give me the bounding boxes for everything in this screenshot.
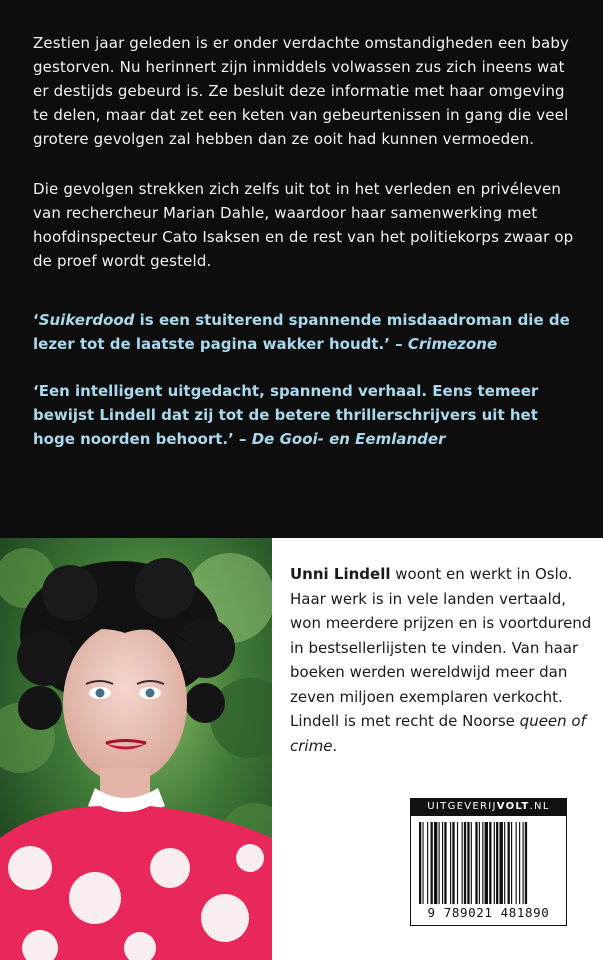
author-name: Unni Lindell xyxy=(290,565,391,583)
publisher-label xyxy=(410,798,567,815)
blurb-paragraph-2: Die gevolgen strekken zich zelfs uit tot in het verleden en privéleven van rechercheur Marian Dahle, waardoor haar samenwerking met hoofdinspecteur Cato Isaksen en de rest van het politiekorps zwaar op de proef wordt gesteld. xyxy=(33,180,574,270)
barcode-bar xyxy=(489,822,491,904)
publisher-brand: VOLT xyxy=(496,801,530,812)
quote-text: ‘Een intelligent uitgedacht, spannend verhaal. Eens temeer bewijst Lindell dat zij tot de betere thrillerschrijvers uit het hoge noorden behoort.’ – xyxy=(33,382,539,448)
barcode-bar xyxy=(422,822,423,904)
review-quote-gooi-eemlander xyxy=(33,379,583,451)
review-quote-crimezone xyxy=(33,308,583,356)
barcode-bar xyxy=(439,822,440,904)
author-portrait-image xyxy=(0,538,272,960)
barcode-bar xyxy=(464,822,466,904)
author-bio-italic: queen of crime xyxy=(290,712,586,755)
quote-open-mark: ‘ xyxy=(33,311,39,329)
author-photo xyxy=(0,538,272,960)
barcode-bar xyxy=(419,822,421,904)
publisher-prefix: UITGEVERIJ xyxy=(427,801,497,812)
author-bio-end: . xyxy=(332,736,338,755)
barcode-bar xyxy=(475,822,477,904)
quote-text: is een stuiterend spannende misdaadroman die de lezer tot de laatste pagina wakker houdt.’ – xyxy=(33,311,570,353)
barcode-bar xyxy=(442,822,443,904)
book-title: Suikerdood xyxy=(38,311,135,329)
barcode-bar xyxy=(471,822,472,904)
barcode-bar xyxy=(494,822,495,904)
barcode-bar xyxy=(467,822,469,904)
barcode-bar xyxy=(462,822,463,904)
barcode-bar xyxy=(496,822,498,904)
barcode-bar xyxy=(431,822,433,904)
barcode-bar xyxy=(500,822,503,904)
barcode-bar xyxy=(523,822,524,904)
barcode-bar xyxy=(519,822,520,904)
author-bio-text: woont en werkt in Oslo. Haar werk is in vele landen vertaald, won meerdere prijzen en is voortdurend in bestsellerlijsten te vinden. Van haar boeken werden wereldwijd meer dan zeven miljoen exemplaren verkocht. Lindell is met recht de Noorse xyxy=(290,565,592,730)
author-bio xyxy=(290,562,595,758)
barcode-bar xyxy=(508,822,510,904)
barcode-bar xyxy=(434,822,437,904)
barcode-bar xyxy=(485,822,488,904)
barcode-bar xyxy=(511,822,512,904)
barcode-bar xyxy=(457,822,458,904)
barcode-bar xyxy=(427,822,428,904)
barcode-bar xyxy=(450,822,451,904)
isbn-number: 9 789021 481890 xyxy=(427,905,550,920)
barcode-bar xyxy=(525,822,527,904)
barcode-bar xyxy=(482,822,483,904)
barcode-bar xyxy=(479,822,480,904)
quote-source: Crimezone xyxy=(407,335,498,353)
publisher-suffix: .NL xyxy=(529,801,550,812)
barcode-bar xyxy=(452,822,454,904)
barcode-bar xyxy=(504,822,505,904)
quote-source: De Gooi- en Eemlander xyxy=(251,430,446,448)
blurb-paragraph-1: Zestien jaar geleden is er onder verdachte omstandigheden een baby gestorven. Nu herinnert zijn inmiddels volwassen zus zich ineens wat er destijds gebeurd is. Ze besluit deze informatie met haar omgeving te delen, maar dat zet een keten van gebeurtenissen in gang die veel grotere gevolgen zal hebben dan ze ooit had kunnen vermoeden. xyxy=(33,34,570,148)
barcode-bar xyxy=(444,822,446,904)
barcode-bar xyxy=(516,822,517,904)
